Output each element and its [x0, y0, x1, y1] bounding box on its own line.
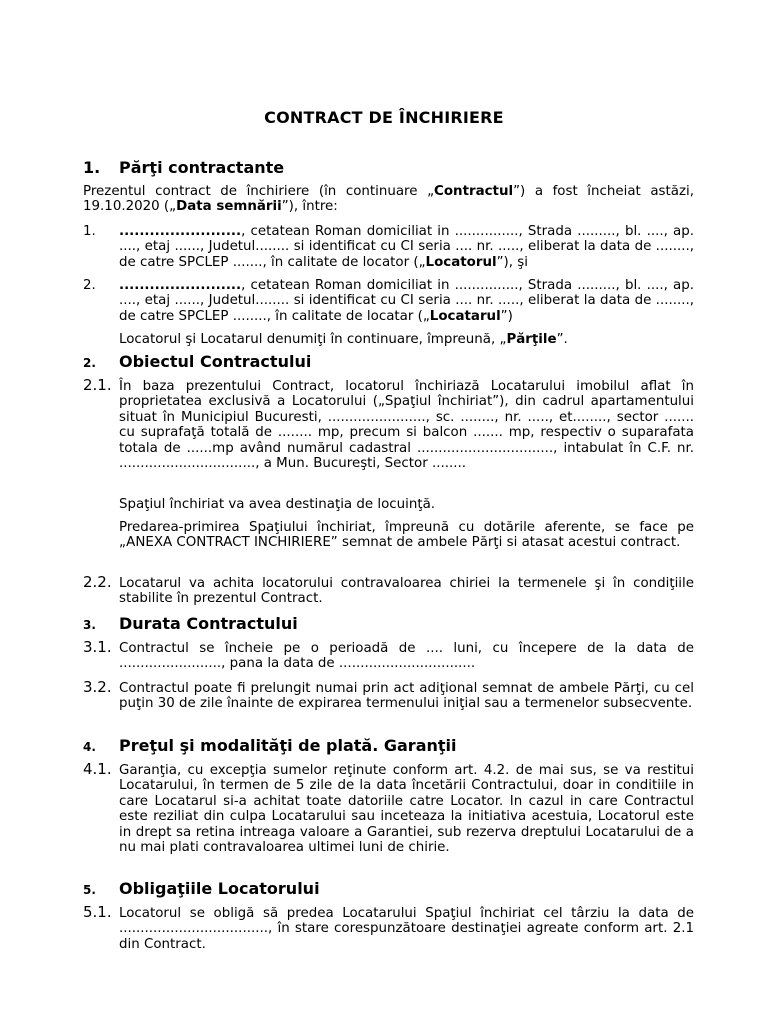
section-title: Părţi contractante [119, 158, 285, 177]
intro-text: ”) a fost încheiat astăzi, 19.10.2020 („ [83, 184, 694, 215]
party-2-text: , cetatean Roman domiciliat in ..............., Strada ........., bl. ...., ap. ...., etaj ......, Judetul........ si identificat cu CI seria .... nr. ....., eliberat la data de ........, de catre SPCLEP ........, în calitate de locatar („ [119, 278, 694, 324]
section-title: Obiectul Contractului [119, 352, 312, 371]
term-locatorul: Locatorul [425, 254, 497, 270]
intro-paragraph [83, 184, 694, 215]
section-number: 5. [83, 883, 96, 897]
term-locatarul: Locatarul [429, 308, 501, 324]
section-heading-obligatiile [83, 879, 320, 898]
clause-3-1-number: 3.1. [83, 638, 112, 656]
intro-text: Prezentul contract de închiriere (în continuare „ [83, 184, 435, 199]
party-1-name-blank: ........................ [119, 224, 242, 239]
section-title: Obligaţiile Locatorului [119, 879, 320, 898]
document-title: CONTRACT DE ÎNCHIRIERE [264, 108, 504, 127]
parties-text: ”. [556, 332, 568, 347]
clause-2-1-text: În baza prezentului Contract, locatorul închiriază Locatarului imobilul aflat în proprietatea exclusivă a Locatorului („Spaţiul închiriat”), din cadrul apartamentului situat în Municipiul Bucuresti, ......................., sc. ........, nr. ....., et........, sector ....... cu suprafaţă totală de ........ mp, precum si balcon ....... mp, respectiv o suparafata totala de ......mp având numărul cadastral ................................, intabulat în C.F. nr. ................................, a Mun. Bucureşti, Sector ........ [119, 379, 694, 472]
party-2-paragraph [119, 278, 694, 324]
parties-paragraph [119, 332, 694, 347]
section-number: 2. [83, 356, 96, 370]
party-2-text: ”) [500, 308, 513, 324]
term-data-semnarii: Data semnării [176, 199, 282, 215]
clause-2-1-handover: Predarea-primirea Spaţiului închiriat, împreună cu dotările aferente, se face pe „ANEXA CONTRACT INCHIRIERE” semnat de ambele Părţi si atasat acestui contract. [119, 520, 694, 551]
party-2-name-blank: ........................ [119, 278, 242, 293]
clause-3-2-number: 3.2. [83, 678, 112, 696]
clause-3-1-text: Contractul se încheie pe o perioadă de .... luni, cu începere de la data de ........................, pana la data de ................................ [119, 641, 694, 672]
clause-4-1-text: Garanţia, cu excepţia sumelor reţinute conform art. 4.2. de mai sus, se va restitui Locatarului, în termen de 5 zile de la data încetării Contractului, doar in conditiile in care Locatarul si-a achitat toate datoriile catre Locator. In cazul in care Contractul este reziliat din culpa Locatarului sau inceteaza la initiativa acestuia, Locatorul este in drept sa retina intreaga valoare a Garantiei, sub rezerva dreptului Locatarului de a nu mai plati contravaloarea ultimei luni de chirie. [119, 763, 694, 856]
section-heading-obiectul [83, 352, 311, 371]
clause-2-2-number: 2.2. [83, 573, 112, 591]
section-title: Preţul şi modalităţi de plată. Garanţii [119, 736, 457, 755]
intro-text: ”), între: [281, 199, 338, 215]
clause-5-1-number: 5.1. [83, 903, 112, 921]
clause-2-2-text: Locatarul va achita locatorului contravaloarea chiriei la termenele şi în condiţiile stabilite în prezentul Contract. [119, 576, 694, 607]
party-1-number: 1. [83, 224, 96, 239]
term-contractul: Contractul [434, 184, 514, 199]
party-1-paragraph [119, 224, 694, 270]
section-number: 4. [83, 740, 96, 754]
clause-4-1-number: 4.1. [83, 760, 112, 778]
parties-text: Locatorul şi Locatarul denumiţi în continuare, împreună, „ [119, 332, 507, 347]
clause-5-1-text: Locatorul se obligă să predea Locatarului Spaţiul închiriat cel târziu la data de ..................................., în stare corespunzătoare destinaţiei agreate conform art. 2.1 din Contract. [119, 906, 694, 952]
section-title: Durata Contractului [119, 614, 298, 633]
term-partile: Părţile [506, 332, 557, 347]
party-1-text: ”), şi [496, 254, 528, 270]
party-2-number: 2. [83, 278, 96, 293]
section-number: 1. [83, 158, 101, 177]
clause-2-1-destination: Spaţiul închiriat va avea destinaţia de locuinţă. [119, 497, 436, 512]
section-heading-pretul [83, 736, 457, 755]
party-1-text: , cetatean Roman domiciliat in ..............., Strada ........., bl. ...., ap. ...., etaj ......, Judetul........ si identificat cu CI seria .... nr. ....., eliberat la data de ........, de catre SPCLEP ......., în calitate de locator („ [119, 224, 694, 270]
section-heading-durata [83, 614, 298, 633]
section-number: 3. [83, 618, 96, 632]
clause-3-2-text: Contractul poate fi prelungit numai prin act adiţional semnat de ambele Părţi, cu cel puţin 30 de zile înainte de expirarea termenului iniţial sau a termenelor subsecvente. [119, 681, 694, 712]
section-heading-parti [83, 158, 284, 177]
clause-2-1-number: 2.1. [83, 376, 112, 394]
